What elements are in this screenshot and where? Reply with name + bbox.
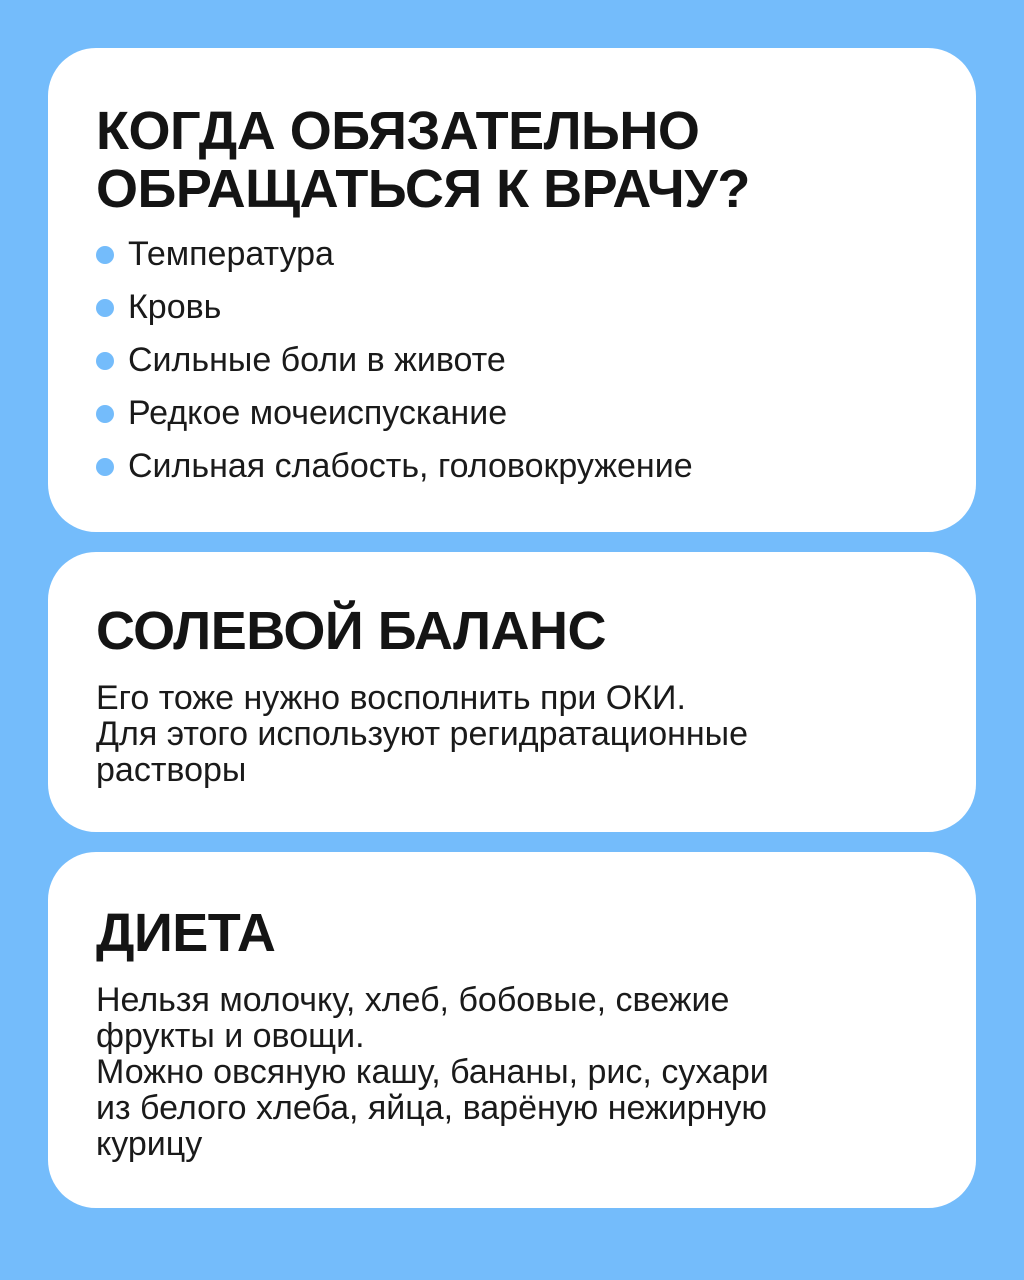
bullet-dot-icon [96, 352, 114, 370]
list-item-text: Редкое мочеиспускание [128, 394, 508, 432]
text-line: Его тоже нужно восполнить при ОКИ. [96, 679, 686, 717]
diet-card [48, 852, 976, 1208]
text-line: Для этого используют регидратационные [96, 715, 749, 753]
doctor-card [48, 48, 976, 532]
doctor-title-line-1: КОГДА ОБЯЗАТЕЛЬНО [96, 101, 700, 161]
bullet-dot-icon [96, 405, 114, 423]
diet-text [96, 982, 936, 1162]
list-item-text: Сильная слабость, головокружение [128, 447, 693, 485]
list-item-text: Температура [128, 235, 334, 273]
text-line: Можно овсяную кашу, бананы, рис, сухари [96, 1053, 769, 1091]
list-item-text: Кровь [128, 288, 222, 326]
text-line: фрукты и овощи. [96, 1017, 365, 1055]
list-item [96, 334, 936, 387]
list-item [96, 228, 936, 281]
list-item-text: Сильные боли в животе [128, 341, 506, 379]
salt-balance-title: СОЛЕВОЙ БАЛАНС [96, 601, 606, 661]
text-line: курицу [96, 1125, 203, 1163]
doctor-title-line-2: ОБРАЩАТЬСЯ К ВРАЧУ? [96, 159, 750, 219]
bullet-dot-icon [96, 246, 114, 264]
text-line: растворы [96, 751, 247, 789]
list-item [96, 440, 936, 493]
salt-balance-card [48, 552, 976, 832]
list-item [96, 281, 936, 334]
bullet-dot-icon [96, 299, 114, 317]
doctor-symptom-list [96, 228, 936, 493]
list-item [96, 387, 936, 440]
text-line: Нельзя молочку, хлеб, бобовые, свежие [96, 981, 730, 1019]
text-line: из белого хлеба, яйца, варёную нежирную [96, 1089, 767, 1127]
doctor-card-title [96, 102, 936, 218]
diet-title: ДИЕТА [96, 903, 276, 963]
bullet-dot-icon [96, 458, 114, 476]
salt-balance-text [96, 680, 936, 788]
